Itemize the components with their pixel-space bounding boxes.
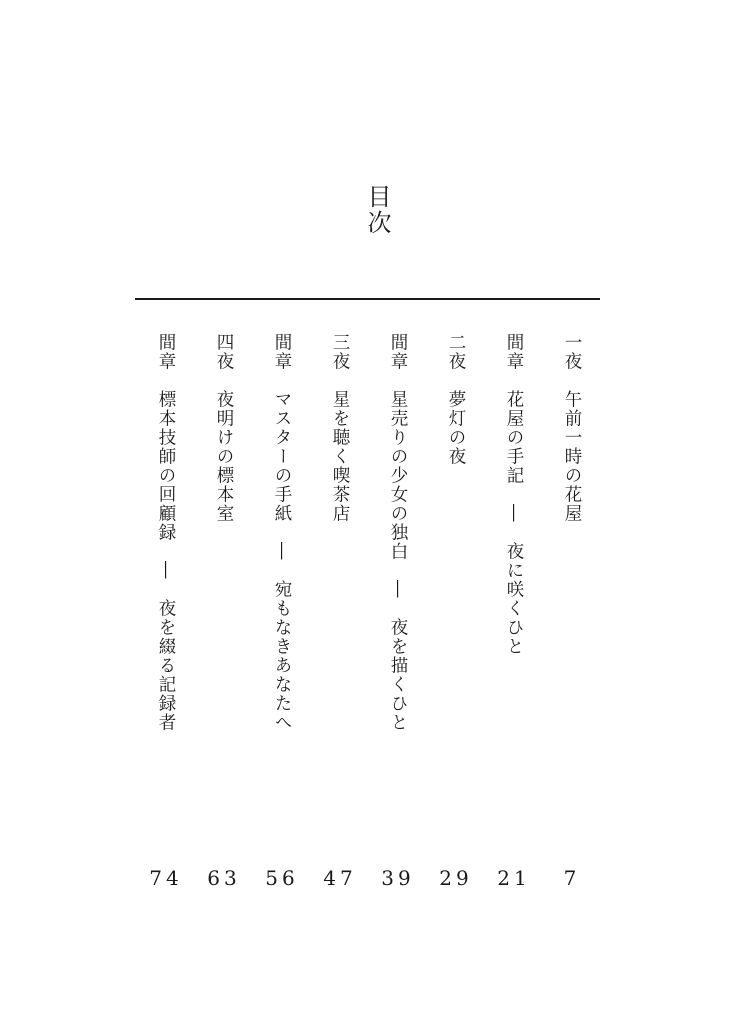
toc-entry-title: 夢灯の夜 xyxy=(446,390,466,466)
toc-dash: ― xyxy=(156,561,176,580)
toc-entry-subtitle: 夜を描くひと xyxy=(388,618,408,732)
toc-page-number: 21 xyxy=(497,866,531,890)
toc-entry[interactable] xyxy=(320,333,360,803)
toc-dash: ― xyxy=(388,580,408,599)
toc-entry[interactable] xyxy=(436,333,476,803)
toc-entry[interactable] xyxy=(146,333,186,803)
toc-page-number: 63 xyxy=(207,866,241,890)
toc-page-number: 47 xyxy=(323,866,357,890)
toc-chapter-label: 三夜 xyxy=(330,333,350,371)
toc-entry[interactable] xyxy=(494,333,534,803)
toc-entry-subtitle: 夜を綴る記録者 xyxy=(156,599,176,732)
toc-entry[interactable] xyxy=(378,333,418,803)
toc-entry-subtitle: 夜に咲くひと xyxy=(504,542,524,656)
toc-dash: ― xyxy=(272,542,292,561)
toc-page-number: 74 xyxy=(149,866,183,890)
toc-entry[interactable] xyxy=(262,333,302,803)
toc-page-number: 56 xyxy=(265,866,299,890)
toc-page-number: 7 xyxy=(563,866,581,890)
toc-chapter-label: 四夜 xyxy=(214,333,234,371)
toc-entry-subtitle: 宛もなきあなたへ xyxy=(272,580,292,732)
toc-entry-title: 標本技師の回顧録 xyxy=(156,390,176,542)
toc-chapter-label: 二夜 xyxy=(446,333,466,371)
toc-entry-title: マスターの手紙 xyxy=(272,390,292,523)
toc-title: 目次 xyxy=(363,184,391,236)
toc-entry-title: 午前一時の花屋 xyxy=(562,390,582,523)
toc-entry-title: 夜明けの標本室 xyxy=(214,390,234,523)
toc-chapter-label: 一夜 xyxy=(562,333,582,371)
toc-chapter-label: 間章 xyxy=(504,333,524,371)
toc-chapter-label: 間章 xyxy=(156,333,176,371)
toc-page-number: 39 xyxy=(381,866,415,890)
toc-entry[interactable] xyxy=(552,333,592,803)
toc-dash: ― xyxy=(504,504,524,523)
toc-entry[interactable] xyxy=(204,333,244,803)
toc-entry-title: 星を聴く喫茶店 xyxy=(330,390,350,523)
toc-page-number: 29 xyxy=(439,866,473,890)
toc-entry-title: 星売りの少女の独白 xyxy=(388,390,408,561)
toc-chapter-label: 間章 xyxy=(272,333,292,371)
toc-chapter-label: 間章 xyxy=(388,333,408,371)
toc-entry-title: 花屋の手記 xyxy=(504,390,524,485)
